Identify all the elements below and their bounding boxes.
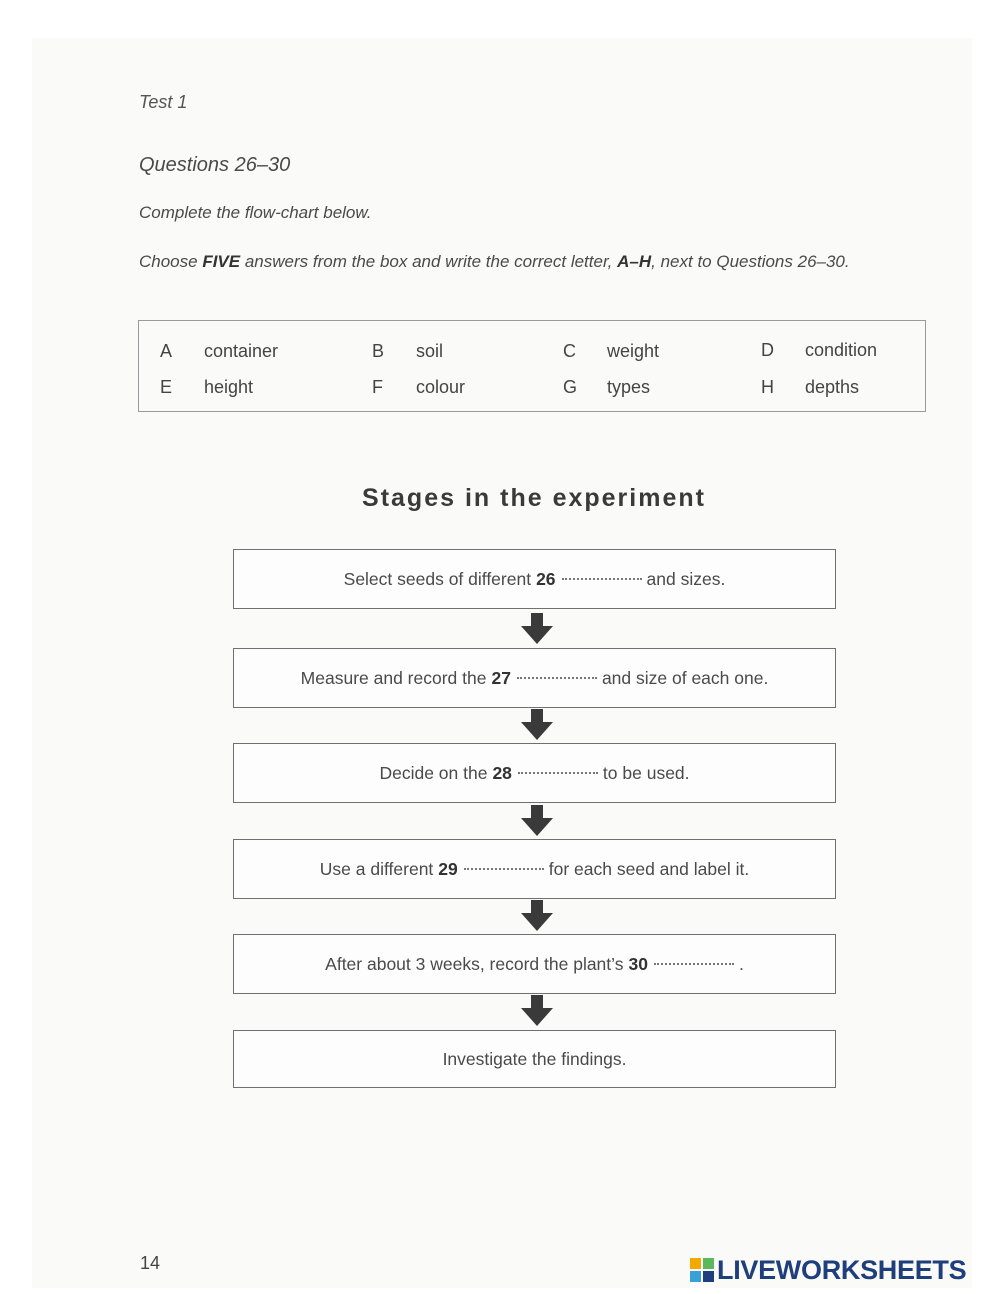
step-text-after: and size of each one. bbox=[601, 667, 769, 688]
liveworksheets-logo[interactable] bbox=[690, 1252, 990, 1288]
question-number: 30 bbox=[628, 953, 648, 974]
down-arrow-icon bbox=[518, 803, 556, 839]
step-text-after: for each seed and label it. bbox=[548, 858, 750, 879]
instruction-text: answers from the box and write the correct letter, bbox=[240, 252, 618, 271]
answer-blank-30[interactable] bbox=[654, 963, 734, 965]
instruction-complete: Complete the flow-chart below. bbox=[139, 203, 372, 222]
option-word: types bbox=[607, 377, 651, 397]
step-text-before: Decide on the bbox=[379, 762, 488, 783]
flowchart-title: Stages in the experiment bbox=[362, 484, 706, 512]
instruction-text: Choose bbox=[139, 252, 203, 271]
down-arrow-icon bbox=[518, 993, 556, 1029]
question-number: 27 bbox=[491, 667, 511, 688]
option-letter: D bbox=[761, 340, 774, 360]
question-number: 29 bbox=[438, 858, 458, 879]
option-letter: G bbox=[563, 377, 578, 397]
flow-step-30 bbox=[233, 934, 836, 994]
flow-step-29 bbox=[233, 839, 836, 899]
down-arrow-icon bbox=[518, 707, 556, 743]
liveworksheets-logo-icon bbox=[690, 1258, 714, 1282]
answer-blank-27[interactable] bbox=[517, 677, 597, 679]
page-number: 14 bbox=[140, 1253, 161, 1273]
instruction-choose bbox=[139, 249, 859, 274]
down-arrow-icon bbox=[518, 611, 556, 647]
option-word: container bbox=[204, 341, 279, 361]
flow-step-26 bbox=[233, 549, 836, 609]
option-word: depths bbox=[805, 377, 860, 397]
question-number: 28 bbox=[492, 762, 512, 783]
step-text-before: Use a different bbox=[319, 858, 434, 879]
instruction-bold-range: A–H bbox=[617, 252, 652, 271]
question-range: Questions 26–30 bbox=[139, 154, 291, 176]
option-word: height bbox=[204, 377, 254, 397]
option-letter: E bbox=[160, 377, 173, 397]
logo-text: LIVEWORKSHEETS bbox=[717, 1254, 967, 1285]
option-letter: H bbox=[761, 377, 774, 397]
flow-step-27 bbox=[233, 648, 836, 708]
flow-step-final bbox=[233, 1030, 836, 1088]
step-text-after: . bbox=[738, 953, 744, 974]
step-text-before: Measure and record the bbox=[300, 667, 487, 688]
instruction-bold-five: FIVE bbox=[202, 252, 241, 271]
question-number: 26 bbox=[536, 568, 556, 589]
option-word: colour bbox=[416, 377, 466, 397]
option-letter: A bbox=[160, 341, 173, 361]
flow-step-28 bbox=[233, 743, 836, 803]
answer-blank-29[interactable] bbox=[464, 868, 544, 870]
step-text-after: to be used. bbox=[602, 762, 690, 783]
down-arrow-icon bbox=[518, 898, 556, 934]
test-label: Test 1 bbox=[139, 92, 188, 112]
answer-blank-26[interactable] bbox=[562, 578, 642, 580]
option-word: condition bbox=[805, 340, 878, 360]
step-text: Investigate the findings. bbox=[442, 1048, 627, 1069]
option-letter: C bbox=[563, 341, 576, 361]
answer-blank-28[interactable] bbox=[518, 772, 598, 774]
instruction-text: , next to Questions 26–30. bbox=[651, 252, 850, 271]
step-text-before: After about 3 weeks, record the plant’s bbox=[325, 953, 624, 974]
option-letter: B bbox=[372, 341, 385, 361]
option-word: weight bbox=[607, 341, 660, 361]
step-text-before: Select seeds of different bbox=[343, 568, 532, 589]
option-word: soil bbox=[416, 341, 444, 361]
option-letter: F bbox=[372, 377, 383, 397]
step-text-after: and sizes. bbox=[646, 568, 726, 589]
answer-options-box bbox=[138, 320, 926, 412]
